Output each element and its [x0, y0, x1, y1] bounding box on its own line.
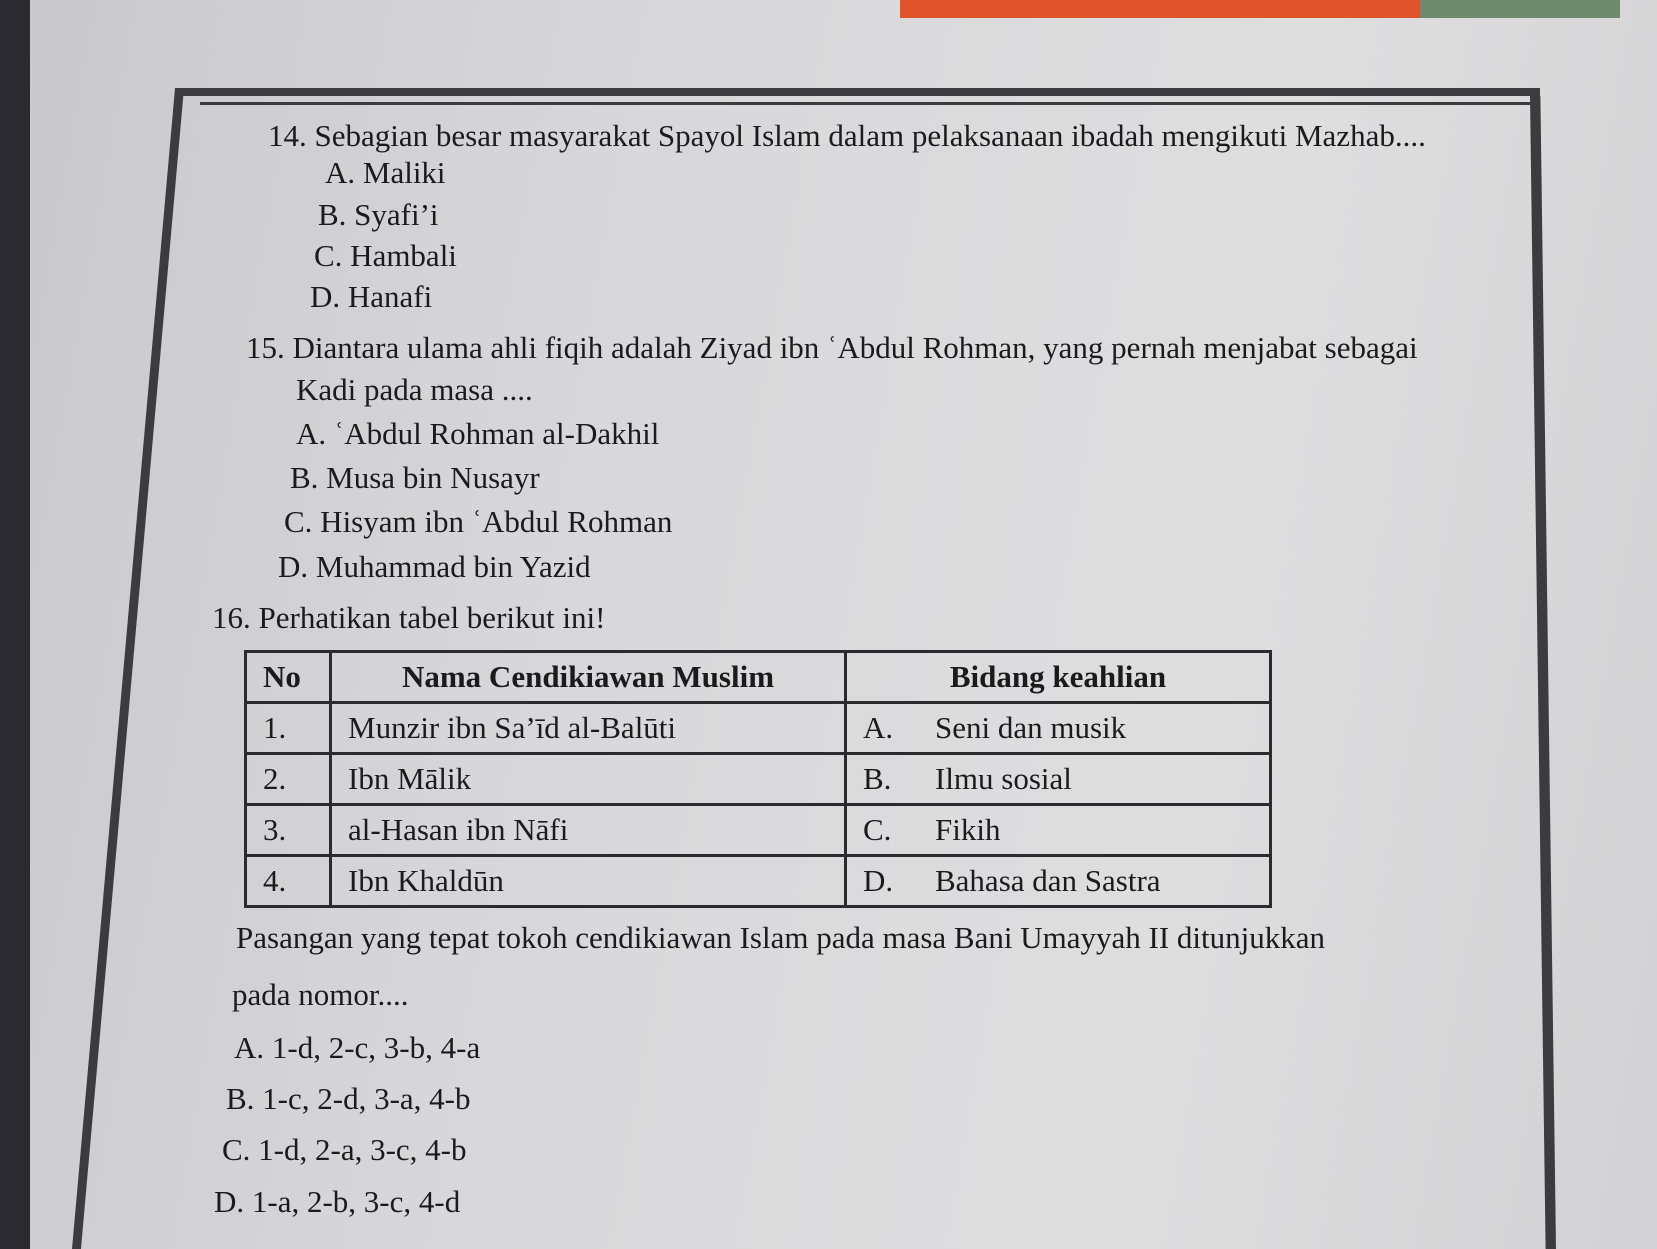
question-15-option-c[interactable]: C. Hisyam ibn ʿAbdul Rohman — [284, 504, 673, 539]
table-header-no: No — [246, 652, 331, 703]
question-15-stem-line-1: 15. Diantara ulama ahli fiqih adalah Ziyad ibn ʿAbdul Rohman, yang pernah menjabat sebagai — [246, 330, 1418, 365]
table-cell-field: Fikih — [919, 805, 1271, 856]
table-header-field: Bidang keahlian — [846, 652, 1271, 703]
question-14-option-c[interactable]: C. Hambali — [314, 238, 457, 273]
question-14-option-b[interactable]: B. Syafi’i — [318, 197, 439, 232]
table-cell-letter: B. — [846, 754, 920, 805]
question-16-prompt-line-2: pada nomor.... — [232, 977, 409, 1012]
table-cell-no: 3. — [246, 805, 331, 856]
table-row — [246, 805, 1271, 856]
scholars-table — [244, 650, 1272, 908]
table-cell-field: Seni dan musik — [919, 703, 1271, 754]
question-15-option-a[interactable]: A. ʿAbdul Rohman al-Dakhil — [296, 416, 660, 451]
table-cell-letter: A. — [846, 703, 920, 754]
table-cell-letter: D. — [846, 856, 920, 907]
table-row — [246, 856, 1271, 907]
question-16-option-d[interactable]: D. 1-a, 2-b, 3-c, 4-d — [214, 1184, 461, 1219]
question-14-stem: 14. Sebagian besar masyarakat Spayol Islam dalam pelaksanaan ibadah mengikuti Mazhab.... — [268, 118, 1426, 153]
table-cell-letter: C. — [846, 805, 920, 856]
table-cell-no: 1. — [246, 703, 331, 754]
table-cell-no: 2. — [246, 754, 331, 805]
question-15-stem-line-2: Kadi pada masa .... — [296, 372, 533, 407]
question-14-option-d[interactable]: D. Hanafi — [310, 279, 433, 314]
question-16-option-a[interactable]: A. 1-d, 2-c, 3-b, 4-a — [234, 1030, 481, 1065]
table-header-row — [246, 652, 1271, 703]
table-cell-field: Ilmu sosial — [919, 754, 1271, 805]
table-cell-name: Ibn Mālik — [331, 754, 846, 805]
table-cell-name: Munzir ibn Sa’īd al-Balūti — [331, 703, 846, 754]
question-16-option-b[interactable]: B. 1-c, 2-d, 3-a, 4-b — [226, 1081, 471, 1116]
table-row — [246, 754, 1271, 805]
question-15-option-d[interactable]: D. Muhammad bin Yazid — [278, 549, 591, 584]
table-row — [246, 703, 1271, 754]
question-15-option-b[interactable]: B. Musa bin Nusayr — [290, 460, 540, 495]
table-cell-field: Bahasa dan Sastra — [919, 856, 1271, 907]
table-cell-no: 4. — [246, 856, 331, 907]
question-16-option-c[interactable]: C. 1-d, 2-a, 3-c, 4-b — [222, 1132, 467, 1167]
table-cell-name: al-Hasan ibn Nāfi — [331, 805, 846, 856]
question-16-prompt-line-1: Pasangan yang tepat tokoh cendikiawan Islam pada masa Bani Umayyah II ditunjukkan — [236, 920, 1325, 955]
table-cell-name: Ibn Khaldūn — [331, 856, 846, 907]
question-16-stem: 16. Perhatikan tabel berikut ini! — [212, 600, 606, 635]
question-14-option-a[interactable]: A. Maliki — [325, 155, 446, 190]
table-header-name: Nama Cendikiawan Muslim — [331, 652, 846, 703]
